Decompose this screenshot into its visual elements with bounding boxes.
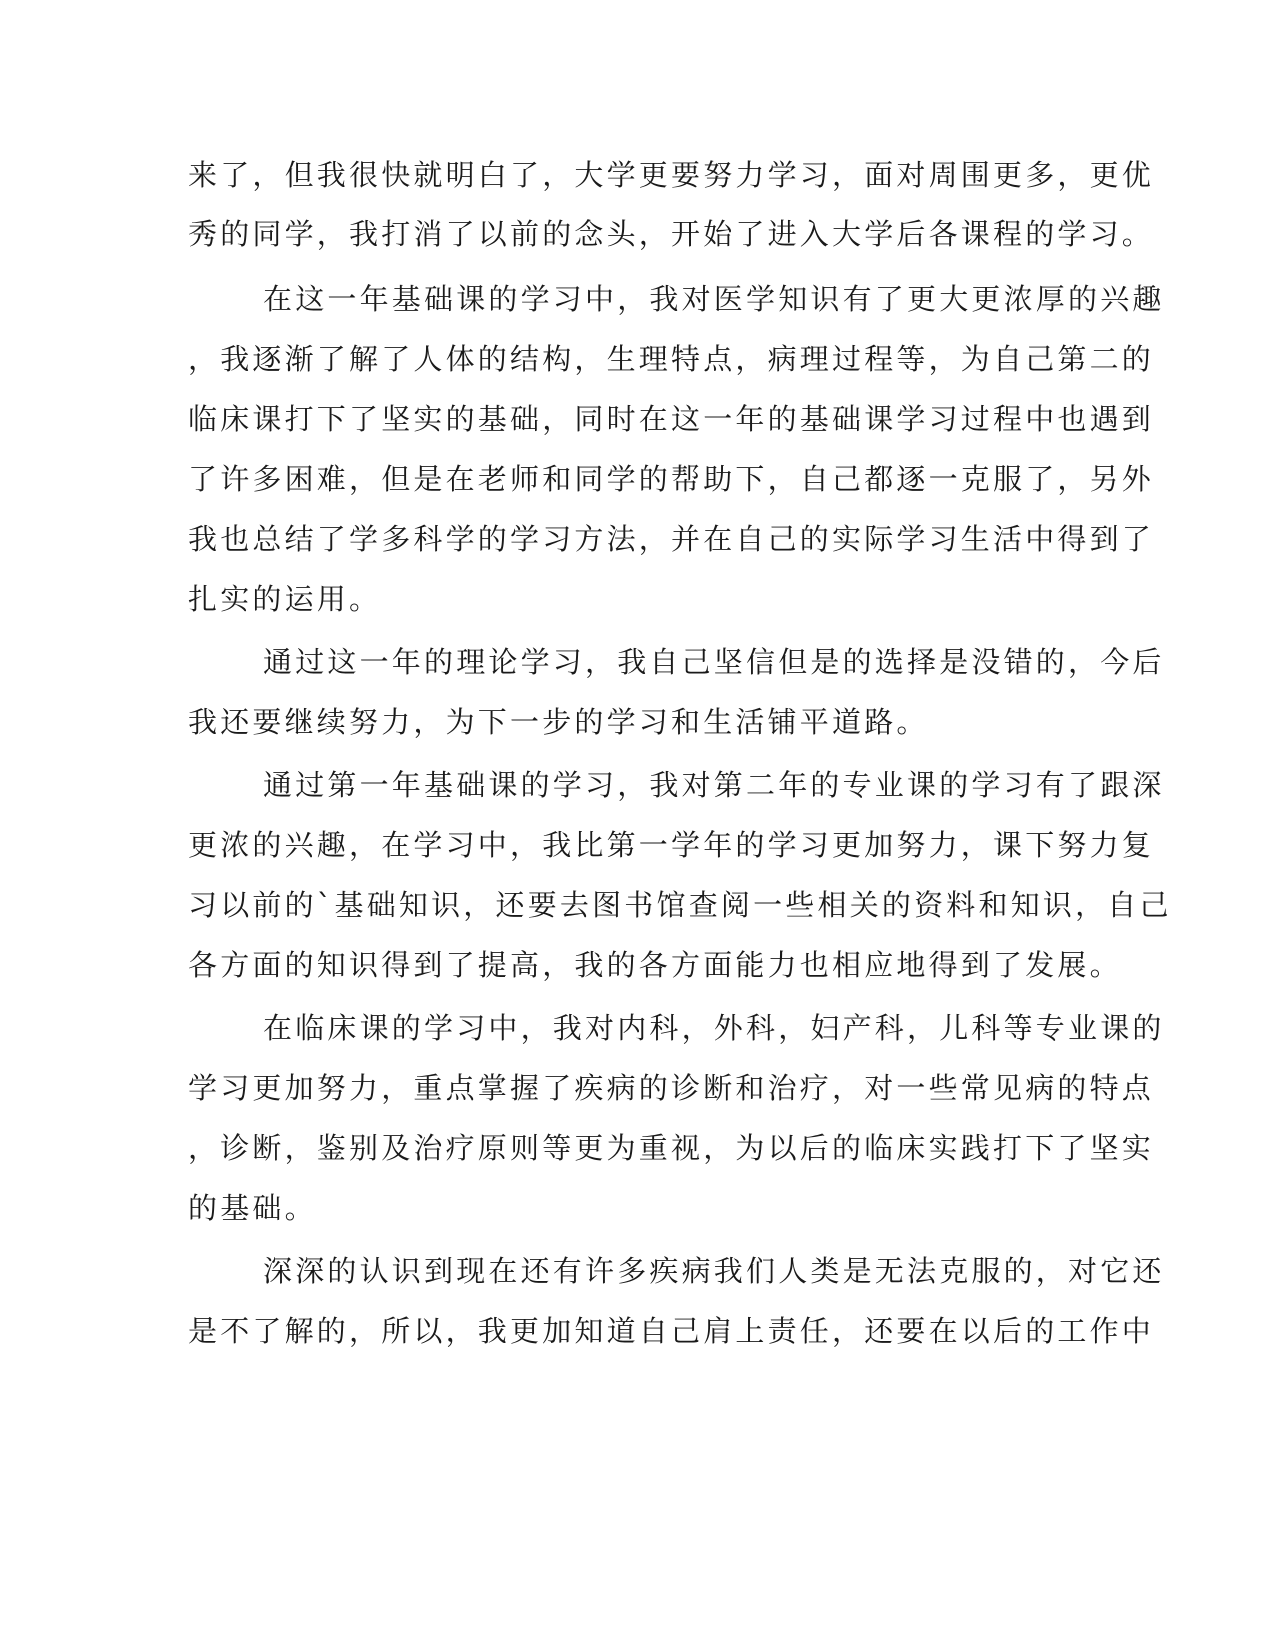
text-line-16: 学习更加努力，重点掌握了疾病的诊断和治疗，对一些常见病的特点 bbox=[188, 1071, 1155, 1105]
text-line-6: 了许多困难，但是在老师和同学的帮助下，自己都逐一克服了，另外 bbox=[188, 462, 1155, 496]
text-line-20: 是不了解的，所以，我更加知道自己肩上责任，还要在以后的工作中 bbox=[188, 1314, 1155, 1348]
text-line-3: 在这一年基础课的学习中，我对医学知识有了更大更浓厚的兴趣 bbox=[263, 282, 1165, 316]
text-line-4: ，我逐渐了解了人体的结构，生理特点，病理过程等，为自己第二的 bbox=[188, 342, 1155, 376]
text-line-2: 秀的同学，我打消了以前的念头，开始了进入大学后各课程的学习。 bbox=[188, 217, 1155, 251]
text-line-13: 习以前的`基础知识，还要去图书馆查阅一些相关的资料和知识，自己 bbox=[188, 888, 1172, 922]
text-line-5: 临床课打下了坚实的基础，同时在这一年的基础课学习过程中也遇到 bbox=[188, 402, 1155, 436]
text-line-10: 我还要继续努力，为下一步的学习和生活铺平道路。 bbox=[188, 705, 929, 739]
text-line-18: 的基础。 bbox=[188, 1191, 317, 1225]
text-line-11: 通过第一年基础课的学习，我对第二年的专业课的学习有了跟深 bbox=[263, 768, 1165, 802]
text-line-17: ，诊断，鉴别及治疗原则等更为重视，为以后的临床实践打下了坚实 bbox=[188, 1131, 1155, 1165]
text-line-19: 深深的认识到现在还有许多疾病我们人类是无法克服的，对它还 bbox=[263, 1254, 1165, 1288]
text-line-8: 扎实的运用。 bbox=[188, 582, 382, 616]
text-line-14: 各方面的知识得到了提高，我的各方面能力也相应地得到了发展。 bbox=[188, 948, 1122, 982]
text-line-7: 我也总结了学多科学的学习方法，并在自己的实际学习生活中得到了 bbox=[188, 522, 1155, 556]
text-line-9: 通过这一年的理论学习，我自己坚信但是的选择是没错的，今后 bbox=[263, 645, 1165, 679]
text-line-15: 在临床课的学习中，我对内科，外科，妇产科，儿科等专业课的 bbox=[263, 1011, 1165, 1045]
text-line-12: 更浓的兴趣，在学习中，我比第一学年的学习更加努力，课下努力复 bbox=[188, 828, 1155, 862]
text-line-1: 来了，但我很快就明白了，大学更要努力学习，面对周围更多，更优 bbox=[188, 158, 1155, 192]
